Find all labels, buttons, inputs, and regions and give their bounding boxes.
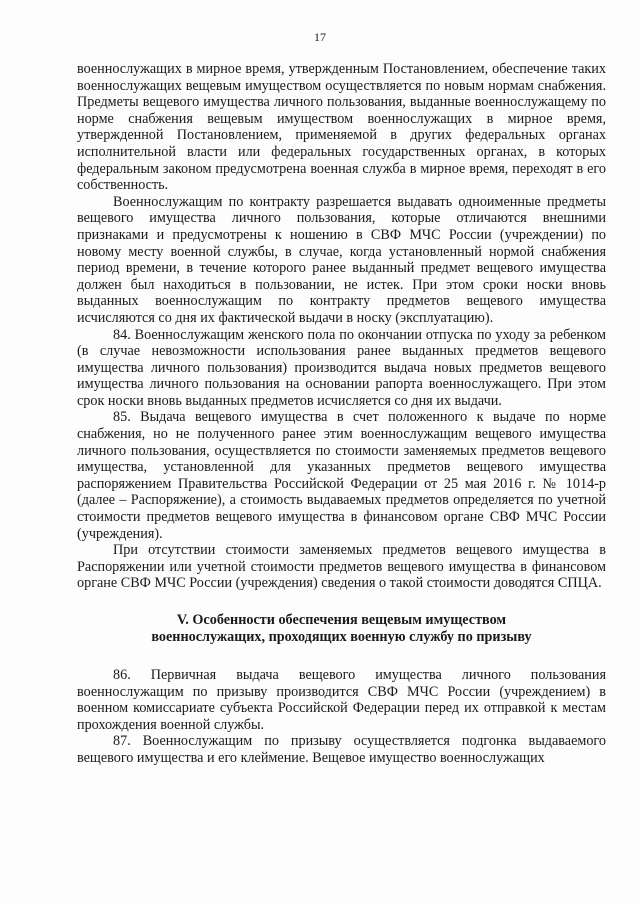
paragraph-84: 84. Военнослужащим женского пола по окончании отпуска по уходу за ребенком (в случае невозможности использования ранее выданных предметов вещевого имущества личного пользования) производится выдача новых предметов вещевого имущества личного пользования на основании рапорта военнослужащего. При этом срок носки вновь выданных предметов исчисляется со дня их выдачи.: [77, 326, 606, 409]
paragraph-continuation: военнослужащих в мирное время, утвержденным Постановлением, обеспечение таких военнослужащих вещевым имуществом осуществляется по новым нормам снабжения. Предметы вещевого имущества личного пользования, выданные военнослужащему по норме снабжения вещевым имуществом военнослужащих в мирное время, утвержденной Постановлением, применяемой в других федеральных органах исполнительной власти или федеральных государственных органах, в которых федеральным законом предусмотрена военная служба в мирное время, переходят в его собственность.: [77, 61, 606, 194]
paragraph-87: 87. Военнослужащим по призыву осуществляется подгонка выдаваемого вещевого имущества и его клеймение. Вещевое имущество военнослужащих: [77, 733, 606, 766]
paragraph-86: 86. Первичная выдача вещевого имущества личного пользования военнослужащим по призыву производится СВФ МЧС России (учреждением) в военном комиссариате субъекта Российской Федерации перед их отправкой к местам прохождения военной службы.: [77, 667, 606, 733]
paragraph-contract-servicemen: Военнослужащим по контракту разрешается выдавать одноименные предметы вещевого имущества личного пользования, которые отличаются внешними признаками и предусмотрены к ношению в СВФ МЧС России (учреждении) по новому месту военной службы, в случае, когда установленный нормой снабжения период времени, в течение которого ранее выданный предмет вещевого имущества должен был находиться в пользовании, не истек. При этом сроки носки вновь выданных военнослужащим по контракту предметов вещевого имущества исчисляются со дня их фактической выдачи в носку (эксплуатацию).: [77, 193, 606, 326]
page-number: 17: [314, 30, 326, 44]
section-heading-line-1: V. Особенности обеспечения вещевым имуществом: [176, 612, 507, 628]
paragraph-cost-absence: При отсутствии стоимости заменяемых предметов вещевого имущества в Распоряжении или учетной стоимости предметов вещевого имущества в финансовом органе СВФ МЧС России (учреждения) сведения о такой стоимости доводятся СПЦА.: [77, 542, 606, 592]
section-heading: [77, 612, 606, 646]
document-body: [77, 61, 606, 767]
paragraph-85: 85. Выдача вещевого имущества в счет положенного к выдаче по норме снабжения, но не полученного ранее этим военнослужащим вещевого имущества личного пользования, осуществляется по стоимости заменяемых предметов вещевого имущества, установленной для указанных предметов вещевого имущества распоряжением Правительства Российской Федерации от 25 мая 2016 г. № 1014-р (далее – Распоряжение), а стоимость выдаваемых предметов определяется по учетной стоимости предметов вещевого имущества в финансовом органе СВФ МЧС России (учреждения).: [77, 409, 606, 542]
section-heading-line-2: военнослужащих, проходящих военную службу по призыву: [151, 629, 532, 645]
